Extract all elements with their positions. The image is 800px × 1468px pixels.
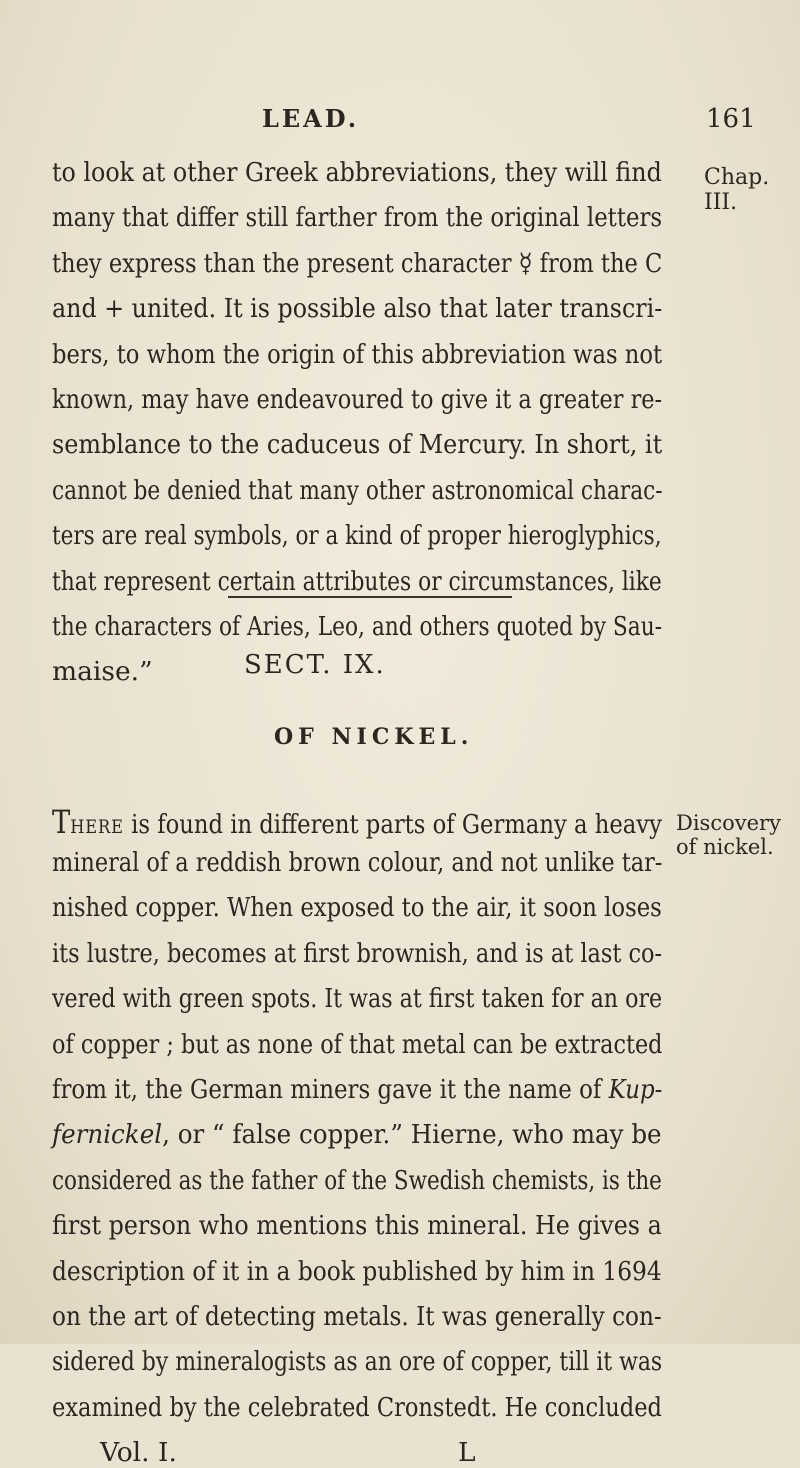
paragraph-2-line: nished copper. When exposed to the air, it soon loses [52, 892, 662, 923]
paragraph-2-line: examined by the celebrated Cronstedt. He concluded [52, 1392, 662, 1423]
paragraph-1-line: semblance to the caduceus of Mercury. In short, it [52, 429, 663, 460]
margin-note-discovery: Discovery [676, 811, 781, 835]
paragraph-2-line: from it, the German miners gave it the name of Kup- [52, 1074, 663, 1105]
paragraph-1-line: and + united. It is possible also that later transcri- [52, 293, 663, 324]
small-caps-word: here [70, 809, 124, 840]
paragraph-1-line: maise.” [52, 656, 153, 687]
italic-word: Kup- [608, 1074, 663, 1105]
paragraph-1-line: to look at other Greek abbreviations, they will find [52, 157, 662, 188]
italic-word: fernickel [52, 1119, 163, 1150]
drop-cap: T [52, 803, 71, 841]
paragraph-2-line: first person who mentions this mineral. He gives a [52, 1210, 662, 1241]
running-head-title: LEAD. [262, 104, 360, 133]
section-subtitle: OF NICKEL. [274, 724, 474, 750]
paragraph-2-line: vered with green spots. It was at first taken for an ore [52, 983, 663, 1014]
signature-mark: L [458, 1437, 476, 1468]
paragraph-1-line: many that differ still farther from the original letters [52, 202, 663, 233]
paragraph-2-line: its lustre, becomes at first brownish, and is at last co- [52, 938, 663, 969]
paragraph-2-line: on the art of detecting metals. It was generally con- [52, 1301, 662, 1332]
paragraph-2-line: description of it in a book published by him in 1694 [52, 1256, 662, 1287]
paragraph-1-line: they express than the present character ☿ from the C [52, 248, 663, 279]
paragraph-1-line: known, may have endeavoured to give it a greater re- [52, 384, 663, 415]
volume-footer: Vol. I. [100, 1437, 177, 1468]
paragraph-1-line: that represent certain attributes or circumstances, like [52, 566, 662, 597]
paragraph-2-first-line [52, 803, 662, 841]
section-title: SECT. IX. [244, 650, 386, 680]
page-number: 161 [706, 104, 756, 134]
first-line-rest: is found in different parts of Germany a heavy [123, 809, 662, 840]
paragraph-1-line: bers, to whom the origin of this abbreviation was not [52, 339, 663, 370]
running-head [0, 104, 800, 144]
margin-note-nickel: of nickel. [676, 835, 774, 859]
paragraph-1-line: ters are real symbols, or a kind of proper hieroglyphics, [52, 520, 662, 551]
paragraph-2-line: mineral of a reddish brown colour, and not unlike tar- [52, 847, 663, 878]
margin-chapter-note: Chap. III. [704, 165, 770, 215]
paragraph-2-line: considered as the father of the Swedish chemists, is the [52, 1165, 662, 1196]
paragraph-2-line: sidered by mineralogists as an ore of copper, till it was [52, 1346, 663, 1377]
paragraph-1-line: cannot be denied that many other astronomical charac- [52, 475, 663, 506]
paragraph-2-line: of copper ; but as none of that metal can be extracted [52, 1029, 663, 1060]
paragraph-2-line: fernickel, or “ false copper.” Hierne, who may be [52, 1119, 662, 1150]
paragraph-1-line: the characters of Aries, Leo, and others quoted by Sau- [52, 611, 663, 642]
